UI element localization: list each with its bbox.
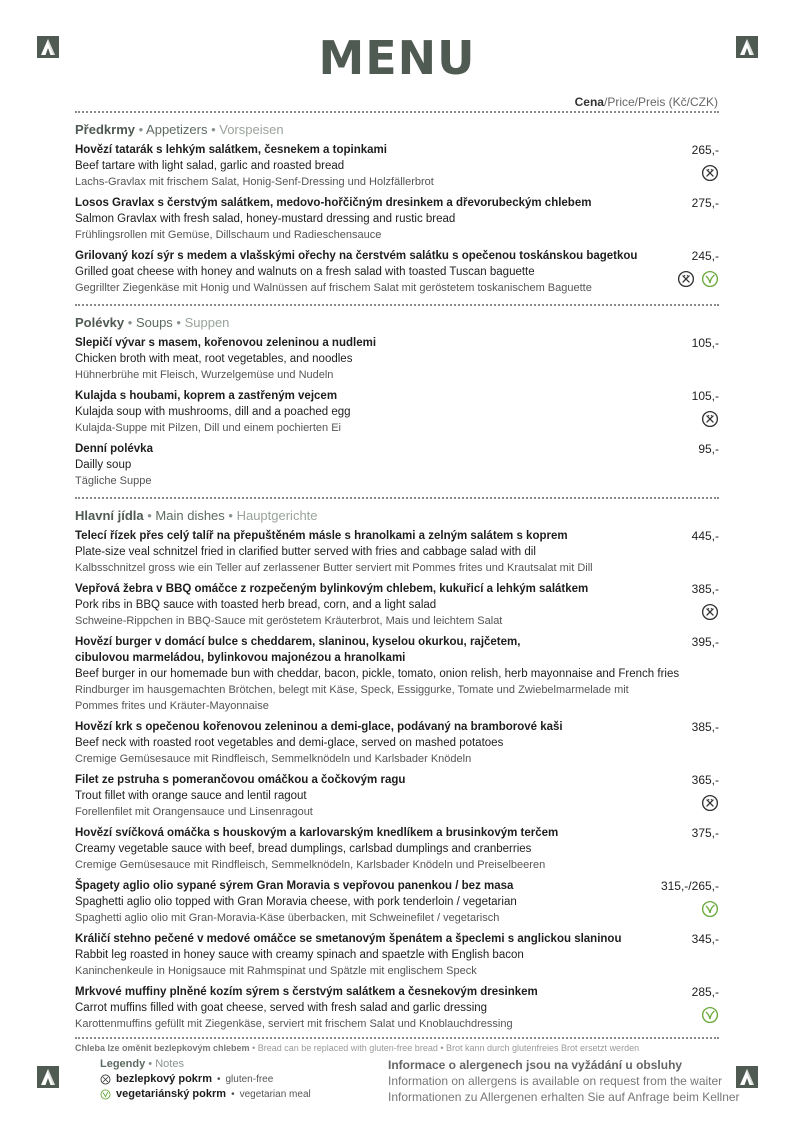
legend-title-en: Notes	[155, 1058, 184, 1070]
dish-name-en: Pork ribs in BBQ sauce with toasted herb bread, corn, and a light salad	[75, 599, 437, 611]
legend-gluten-en: gluten-free	[225, 1074, 274, 1085]
divider	[75, 111, 719, 113]
dish-name-de: Karottenmuffins gefüllt mit Ziegenkäse, serviert mit frischem Salat und Knoblauchdressing	[75, 1018, 513, 1030]
legend-vegetarian: vegetariánský pokrm • vegetarian meal	[100, 1087, 311, 1102]
dish-icons	[677, 270, 719, 288]
dish-price: 385,-	[691, 582, 719, 596]
dish-name-en: Beef burger in our homemade bun with cheddar, bacon, pickle, tomato, onion relish, herb mayonnaise and French fries	[75, 668, 680, 680]
section-title-en: Appetizers	[146, 122, 208, 137]
dish-name-en: Beef tartare with light salad, garlic and roasted bread	[75, 160, 345, 172]
dish-name-de: Forellenfilet mit Orangensauce und Linsenragout	[75, 806, 313, 818]
menu-item	[75, 248, 719, 296]
legend-gluten-cz: bezlepkový pokrm	[116, 1073, 212, 1085]
dish-price: 395,-	[691, 635, 719, 649]
dish-price: 265,-	[691, 143, 719, 157]
legend-title: Legendy • Notes	[100, 1058, 184, 1070]
vegetarian-icon	[701, 270, 719, 288]
section-title-cz: Předkrmy	[75, 122, 135, 137]
menu-item	[75, 142, 719, 190]
dish-name-cz: Hovězí tatarák s lehkým salátkem, česnekem a topinkami	[75, 144, 387, 156]
dish-name-de: Kalbsschnitzel gross wie ein Teller auf zerlassener Butter serviert mit Pommes frites und Krautsalat mit Dill	[75, 562, 593, 574]
dish-name-cz: Denní polévka	[75, 443, 153, 455]
divider	[75, 304, 719, 306]
dish-price: 275,-	[691, 196, 719, 210]
section-heading	[75, 315, 719, 331]
footnote-rest: • Bread can be replaced with gluten-free bread • Brot kann durch glutenfreies Brot ersetzt werden	[249, 1043, 640, 1053]
dish-name-de: Hühnerbrühe mit Fleisch, Wurzelgemüse und Nudeln	[75, 369, 334, 381]
footnote	[75, 1043, 719, 1053]
menu-item	[75, 581, 719, 629]
legend-veg-cz: vegetariánský pokrm	[116, 1088, 227, 1100]
dish-name-cz: Filet ze pstruha s pomerančovou omáčkou a čočkovým ragu	[75, 774, 406, 786]
section-title-cz: Polévky	[75, 315, 125, 330]
price-label-rest: /Price/Preis (Kč/CZK)	[603, 95, 718, 109]
dish-name-cz: Slepičí vývar s masem, kořenovou zeleninou a nudlemi	[75, 337, 377, 349]
separator: •	[207, 122, 220, 137]
dish-name-en: Spaghetti aglio olio topped with Gran Moravia cheese, with pork tenderloin / vegetarian	[75, 896, 517, 908]
dish-name-de: Cremige Gemüsesauce mit Rindfleisch, Semmelknödeln und Karlsbader Knödeln	[75, 753, 472, 765]
section-title-de: Hauptgerichte	[236, 508, 318, 523]
dish-name-en: Salmon Gravlax with fresh salad, honey-mustard dressing and rustic bread	[75, 213, 456, 225]
dish-price: 105,-	[691, 389, 719, 403]
menu-item	[75, 931, 719, 979]
dish-icons	[701, 164, 719, 182]
allergen-info	[388, 1057, 740, 1105]
dish-name-de: Spaghetti aglio olio mit Gran-Moravia-Käse überbacken, mit Schweinefilet / vegetarisch	[75, 912, 500, 924]
dish-name-cz: Vepřová žebra v BBQ omáčce z rozpečeným bylinkovým chlebem, kukuřicí a lehkým salátkem	[75, 583, 589, 595]
dish-name-de: Kulajda-Suppe mit Pilzen, Dill und einem pochierten Ei	[75, 422, 341, 434]
section-title-en: Main dishes	[155, 508, 225, 523]
vegetarian-icon	[701, 900, 719, 918]
dish-name-cz: Špagety aglio olio sypané sýrem Gran Moravia s vepřovou panenkou / bez masa	[75, 880, 514, 892]
dish-name-en: Dailly soup	[75, 459, 132, 471]
dish-price: 385,-	[691, 720, 719, 734]
menu-item	[75, 441, 719, 489]
menu-item	[75, 388, 719, 436]
dish-name-en: Creamy vegetable sauce with beef, bread dumplings, carlsbad dumplings and cranberries	[75, 843, 532, 855]
dish-icons	[701, 794, 719, 812]
menu-item	[75, 825, 719, 873]
divider	[75, 497, 719, 499]
section-heading	[75, 508, 719, 524]
price-header	[575, 95, 718, 109]
page-title: MENU	[318, 31, 476, 85]
menu-item	[75, 335, 719, 383]
gluten-free-icon	[701, 410, 719, 428]
dish-name-de: Cremige Gemüsesauce mit Rindfleisch, Semmelknödeln, Karlsbader Knödeln und Preiselbeeren	[75, 859, 546, 871]
dish-name-en: Rabbit leg roasted in honey sauce with creamy spinach and spaetzle with English bacon	[75, 949, 524, 961]
dish-price: 365,-	[691, 773, 719, 787]
dish-name-en: Kulajda soup with mushrooms, dill and a poached egg	[75, 406, 351, 418]
menu-item	[75, 528, 719, 576]
dish-price: 285,-	[691, 985, 719, 999]
separator: •	[134, 122, 147, 137]
dish-name-de: Lachs-Gravlax mit frischem Salat, Honig-Senf-Dressing und Holzfällerbrot	[75, 176, 434, 188]
separator: •	[224, 508, 237, 523]
menu-item	[75, 719, 719, 767]
dish-icons	[701, 603, 719, 621]
dish-icons	[701, 410, 719, 428]
gluten-free-icon	[100, 1074, 111, 1085]
dish-name-de: Rindburger im hausgemachten Brötchen, belegt mit Käse, Speck, Essiggurke, Tomate und Zwiebelmarmelade mit Pommes frites und Kräuter-Mayonnaise	[75, 684, 629, 712]
dish-name-cz: Kulajda s houbami, koprem a zastřeným vejcem	[75, 390, 338, 402]
legend-title-cz: Legendy	[100, 1058, 146, 1070]
section-title-de: Suppen	[184, 315, 230, 330]
menu-content	[75, 111, 719, 1053]
gluten-free-icon	[701, 794, 719, 812]
brand-logo-icon	[37, 1066, 59, 1088]
dish-price: 345,-	[691, 932, 719, 946]
dish-price: 95,-	[698, 442, 719, 456]
vegetarian-icon	[100, 1089, 111, 1100]
dish-name-de: Schweine-Rippchen in BBQ-Sauce mit geröstetem Kräuterbrot, Mais und leichtem Salat	[75, 615, 503, 627]
dish-name-de: Gegrillter Ziegenkäse mit Honig und Walnüssen auf frischem Salat mit geröstetem toskanischem Baguette	[75, 282, 592, 294]
dish-name-cz: Mrkvové muffiny plněné kozím sýrem s čerstvým salátkem a česnekovým dresinkem	[75, 986, 538, 998]
dish-name-de: Tägliche Suppe	[75, 475, 152, 487]
dish-name-en: Grilled goat cheese with honey and walnuts on a fresh salad with toasted Tuscan baguette	[75, 266, 535, 278]
section-heading	[75, 122, 719, 138]
dish-name-cz: Losos Gravlax s čerstvým salátkem, medovo-hořčičným dresinkem a dřevorubeckým chlebem	[75, 197, 592, 209]
footnote-cz: Chleba lze oměnit bezlepkovým chlebem	[75, 1043, 250, 1053]
dish-name-en: Carrot muffins filled with goat cheese, served with fresh salad and garlic dressing	[75, 1002, 488, 1014]
dish-name-de: Frühlingsrollen mit Gemüse, Dillschaum und Radieschensauce	[75, 229, 382, 241]
gluten-free-icon	[677, 270, 695, 288]
menu-item	[75, 634, 719, 714]
section-title-cz: Hlavní jídla	[75, 508, 144, 523]
dish-name-en: Trout fillet with orange sauce and lentil ragout	[75, 790, 307, 802]
dish-price: 375,-	[691, 826, 719, 840]
menu-item	[75, 984, 719, 1032]
dish-name-en: Plate-size veal schnitzel fried in clarified butter served with fries and cabbage salad with dil	[75, 546, 536, 558]
legend-veg-en: vegetarian meal	[239, 1089, 311, 1100]
dish-icons	[701, 1006, 719, 1024]
separator: •	[124, 315, 136, 330]
dish-name-cz: Hovězí burger v domácí bulce s cheddarem, slaninou, kyselou okurkou, rajčetem, cibulovou marmeládou, bylinkovou majonézou a hranolkami	[75, 636, 521, 664]
dish-name-en: Chicken broth with meat, root vegetables, and noodles	[75, 353, 353, 365]
dish-icons	[701, 900, 719, 918]
dish-name-cz: Hovězí svíčková omáčka s houskovým a karlovarským knedlíkem a brusinkovým terčem	[75, 827, 559, 839]
vegetarian-icon	[701, 1006, 719, 1024]
dish-name-en: Beef neck with roasted root vegetables and demi-glace, served on mashed potatoes	[75, 737, 504, 749]
divider	[75, 1037, 719, 1039]
dish-name-cz: Králičí stehno pečené v medové omáčce se smetanovým špenátem a špeclemi s anglickou slaninou	[75, 933, 622, 945]
menu-item	[75, 878, 719, 926]
dish-price: 315,-/265,-	[660, 879, 719, 893]
price-label-cz: Cena	[574, 95, 604, 109]
legend-gluten-free: bezlepkový pokrm • gluten-free	[100, 1072, 311, 1087]
menu-item	[75, 195, 719, 243]
dish-price: 445,-	[691, 529, 719, 543]
dish-price: 245,-	[691, 249, 719, 263]
section-title-en: Soups	[135, 315, 173, 330]
gluten-free-icon	[701, 164, 719, 182]
allergen-info-cz: Informace o alergenech jsou na vyžádání u obsluhy	[388, 1058, 683, 1072]
dish-name-cz: Hovězí krk s opečenou kořenovou zeleninou a demi-glace, podávaný na bramborové kaši	[75, 721, 563, 733]
dish-name-cz: Grilovaný kozí sýr s medem a vlašskými ořechy na čerstvém salátku s opečenou toskánskou bagetkou	[75, 250, 638, 262]
separator: •	[143, 508, 156, 523]
separator: •	[172, 315, 185, 330]
allergen-info-en: Information on allergens is available on request from the waiter	[388, 1074, 723, 1088]
section-title-de: Vorspeisen	[219, 122, 284, 137]
legend	[100, 1057, 311, 1102]
dish-name-cz: Telecí řízek přes celý talíř na přepuštěném másle s hranolkami a zelným salátem s koprem	[75, 530, 568, 542]
dish-price: 105,-	[691, 336, 719, 350]
gluten-free-icon	[701, 603, 719, 621]
dish-name-de: Kaninchenkeule in Honigsauce mit Rahmspinat und Spätzle mit englischem Speck	[75, 965, 477, 977]
menu-item	[75, 772, 719, 820]
allergen-info-de: Informationen zu Allergenen erhalten Sie auf Anfrage beim Kellner	[388, 1090, 740, 1104]
